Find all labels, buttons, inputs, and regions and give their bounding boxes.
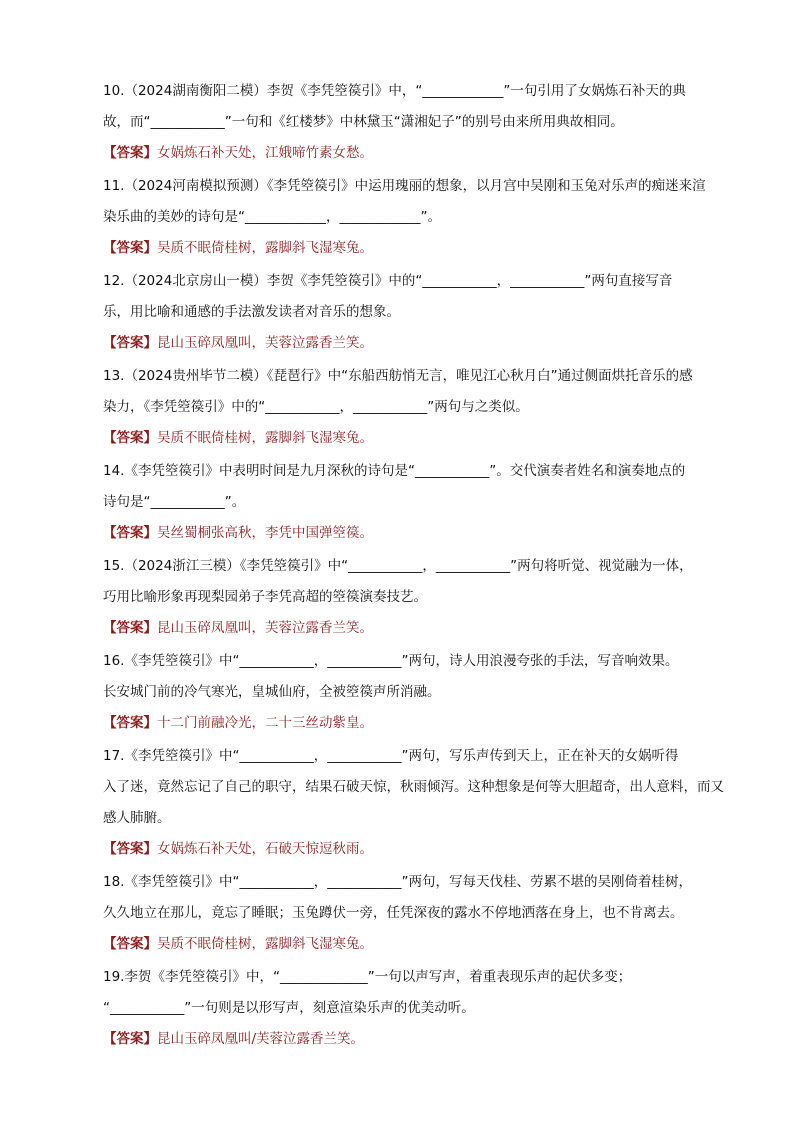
question-text: 14.《李凭箜篌引》中表明时间是九月深秋的诗句是“___________”。交代演奏者姓名和演奏地点的 xyxy=(103,463,686,479)
question-text: 16.《李凭箜篌引》中“___________，___________”两句，诗人用浪漫夸张的手法，写音响效果。 xyxy=(103,653,679,669)
question-text: 18.《李凭箜篌引》中“___________，___________”两句，写每天伐桂、劳累不堪的吴刚倚着桂树， xyxy=(103,874,692,890)
question-text: 12.（2024北京房山一模）李贺《李凭箜篌引》中的“___________，___________”两句直接写音 xyxy=(103,273,673,289)
question-list xyxy=(103,76,733,1057)
answer-tag: 【答案】 xyxy=(103,335,157,351)
question-text: 11.（2024河南模拟预测）《李凭箜篌引》中运用瑰丽的想象，以月宫中吴刚和玉兔对乐声的痴迷来渲 xyxy=(103,178,706,194)
answer-tag: 【答案】 xyxy=(103,145,157,161)
answer-line xyxy=(103,1024,733,1055)
answer-line xyxy=(103,613,733,644)
question-text-continued: 入了迷，竟然忘记了自己的职守，结果石破天惊，秋雨倾泻。这种想象是何等大胆超奇，出人意料，而又 xyxy=(103,779,724,795)
question-text-continued: 诗句是“___________”。 xyxy=(103,494,246,510)
answer-text: 女娲炼石补天处，石破天惊逗秋雨。 xyxy=(157,841,373,857)
question-item xyxy=(103,867,733,929)
answer-line xyxy=(103,423,733,454)
answer-text: 昆山玉碎凤凰叫，芙蓉泣露香兰笑。 xyxy=(157,335,373,351)
answer-text: 吴质不眠倚桂树，露脚斜飞湿寒兔。 xyxy=(157,936,373,952)
answer-line xyxy=(103,233,733,264)
answer-tag: 【答案】 xyxy=(103,841,157,857)
question-text-continued: 故，而“___________”一句和《红楼梦》中林黛玉“潇湘妃子”的别号由来所用典故相同。 xyxy=(103,114,624,130)
answer-tag: 【答案】 xyxy=(103,715,157,731)
answer-tag: 【答案】 xyxy=(103,620,157,636)
question-text: 19.李贺《李凭箜篌引》中，“_____________”一句以声写声，着重表现乐声的起伏多变； xyxy=(103,969,632,985)
question-text-continued: 乐，用比喻和通感的手法激发读者对音乐的想象。 xyxy=(103,304,400,320)
answer-tag: 【答案】 xyxy=(103,1031,157,1047)
answer-line xyxy=(103,708,733,739)
question-text-continued: 长安城门前的冷气寒光，皇城仙府，全被箜篌声所消融。 xyxy=(103,684,441,700)
question-text-continued: 染力，《李凭箜篌引》中的“___________，___________”两句与之类似。 xyxy=(103,399,529,415)
question-text-continued: 巧用比喻形象再现梨园弟子李凭高超的箜篌演奏技艺。 xyxy=(103,589,427,605)
question-item xyxy=(103,551,733,613)
question-item xyxy=(103,76,733,138)
answer-text: 女娲炼石补天处，江娥啼竹素女愁。 xyxy=(157,145,373,161)
answer-line xyxy=(103,138,733,169)
answer-text: 吴质不眠倚桂树，露脚斜飞湿寒兔。 xyxy=(157,240,373,256)
answer-tag: 【答案】 xyxy=(103,430,157,446)
question-item xyxy=(103,266,733,328)
answer-text: 十二门前融冷光，二十三丝动紫皇。 xyxy=(157,715,373,731)
question-text: 13.（2024贵州毕节二模）《琵琶行》中“东船西舫悄无言，唯见江心秋月白”通过侧面烘托音乐的感 xyxy=(103,368,693,384)
question-item xyxy=(103,361,733,423)
answer-line xyxy=(103,518,733,549)
question-text-continued: 久久地立在那儿，竟忘了睡眠；玉兔蹲伏一旁，任凭深夜的露水不停地洒落在身上，也不肯离去。 xyxy=(103,905,684,921)
question-item xyxy=(103,171,733,233)
answer-tag: 【答案】 xyxy=(103,936,157,952)
question-text-continued: 感人肺腑。 xyxy=(103,810,171,826)
answer-line xyxy=(103,929,733,960)
question-text-continued: “___________”一句则是以形写声，刻意渲染乐声的优美动听。 xyxy=(103,1000,475,1016)
question-text-continued: 染乐曲的美妙的诗句是“____________，____________”。 xyxy=(103,209,441,225)
answer-text: 昆山玉碎凤凰叫，芙蓉泣露香兰笑。 xyxy=(157,620,373,636)
question-text: 17.《李凭箜篌引》中“___________，___________”两句，写乐声传到天上，正在补天的女娲听得 xyxy=(103,748,679,764)
answer-tag: 【答案】 xyxy=(103,525,157,541)
answer-line xyxy=(103,834,733,865)
question-item xyxy=(103,962,733,1024)
question-text: 10.（2024湖南衡阳二模）李贺《李凭箜篌引》中，“____________”一句引用了女娲炼石补天的典 xyxy=(103,83,686,99)
question-item xyxy=(103,741,733,834)
answer-text: 昆山玉碎凤凰叫/芙蓉泣露香兰笑。 xyxy=(157,1031,365,1047)
question-item xyxy=(103,456,733,518)
question-item xyxy=(103,646,733,708)
question-text: 15.（2024浙江三模）《李凭箜篌引》中“___________，___________”两句将听觉、视觉融为一体， xyxy=(103,558,693,574)
answer-text: 吴丝蜀桐张高秋，李凭中国弹箜篌。 xyxy=(157,525,373,541)
answer-tag: 【答案】 xyxy=(103,240,157,256)
answer-text: 吴质不眠倚桂树，露脚斜飞湿寒兔。 xyxy=(157,430,373,446)
answer-line xyxy=(103,328,733,359)
